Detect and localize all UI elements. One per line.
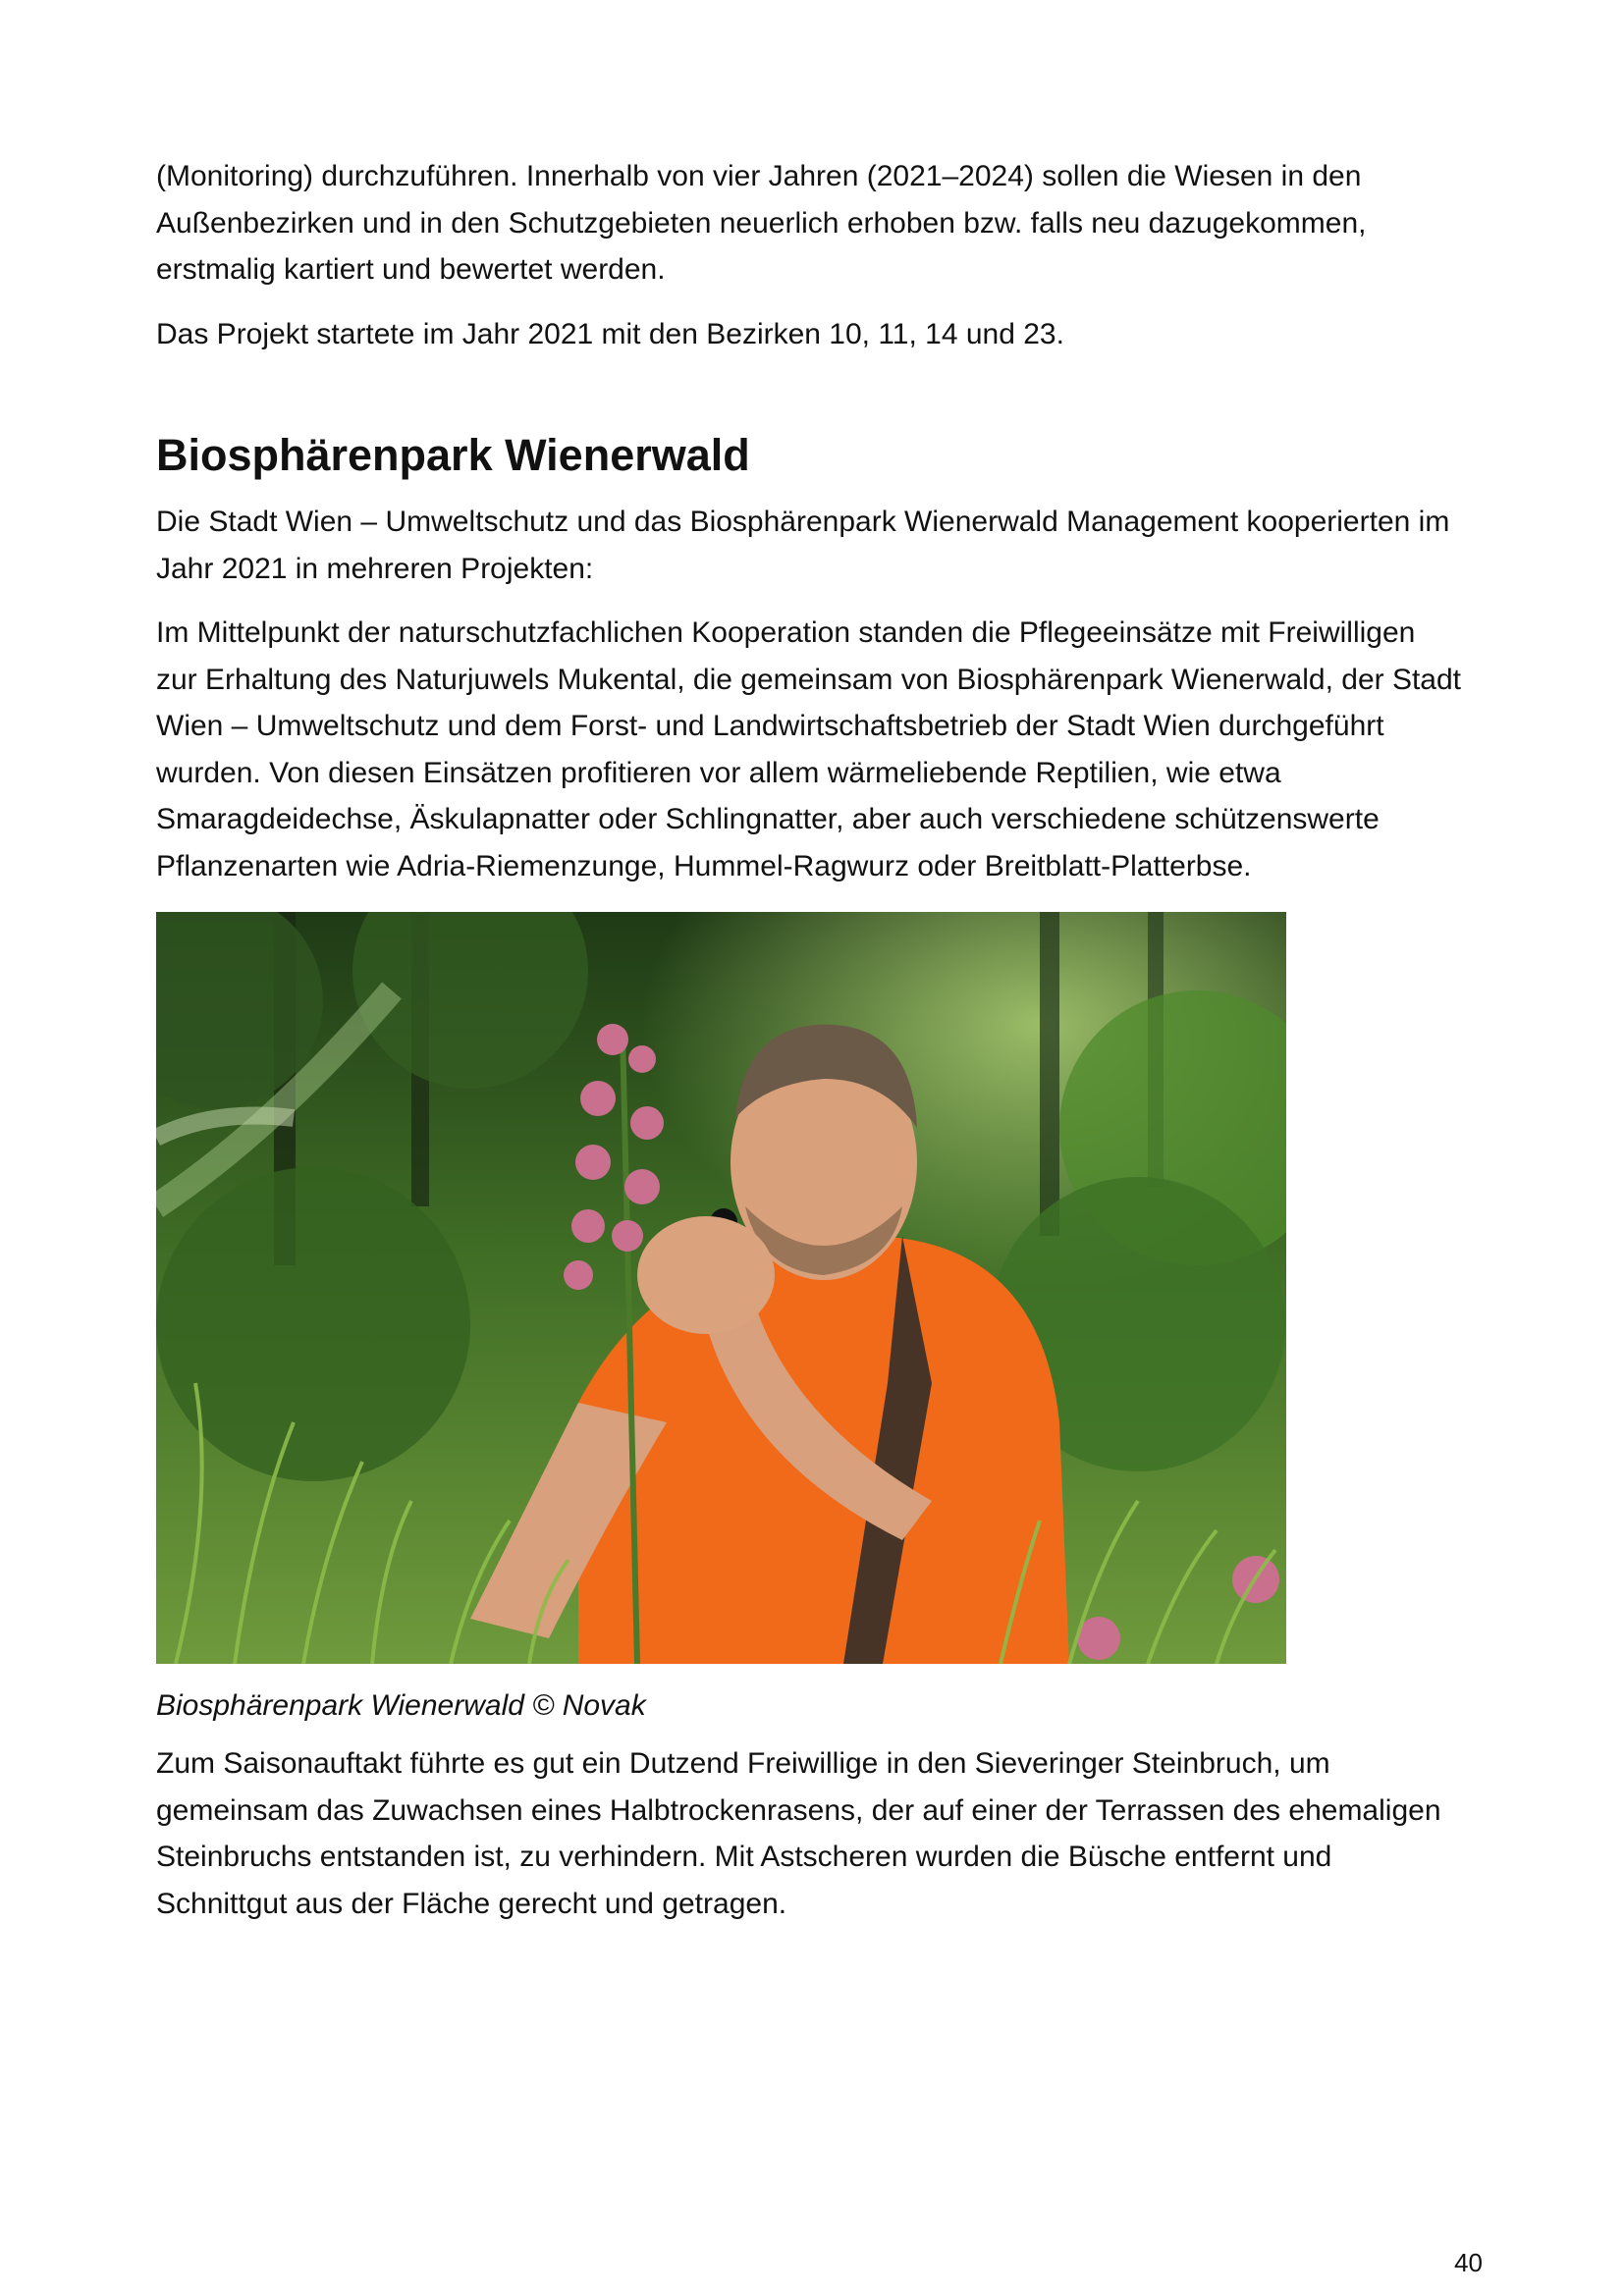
text-line: Die Stadt Wien – Umweltschutz und das Biosphärenpark Wienerwald Management kooperierten im [156, 506, 1450, 538]
mukental-paragraph [156, 610, 1482, 889]
season-start-text [156, 1740, 1482, 1927]
text-line: gemeinsam das Zuwachsen eines Halbtrockenrasens, der auf einer der Terrassen des ehemaligen [156, 1793, 1441, 1827]
text-line: Pflanzenarten wie Adria-Riemenzunge, Hummel-Ragwurz oder Breitblatt-Platterbse. [156, 849, 1252, 882]
text-line: Smaragdeidechse, Äskulapnatter oder Schlingnatter, aber auch verschiedene schützenswerte [156, 803, 1380, 835]
cooperation-paragraph [156, 499, 1482, 592]
intro-text [156, 153, 1482, 357]
text-line: zur Erhaltung des Naturjuwels Mukental, die gemeinsam von Biosphärenpark Wienerwald, der Stadt [156, 663, 1462, 696]
text-line: erstmalig kartiert und bewertet werden. [156, 253, 666, 286]
season-start-paragraph [156, 1740, 1482, 1927]
volunteer-photo [156, 912, 1286, 1664]
text-line: wurden. Von diesen Einsätzen profitieren vor allem wärmeliebende Reptilien, wie etwa [156, 756, 1281, 789]
text-line: (Monitoring) durchzuführen. Innerhalb von vier Jahren (2021–2024) sollen die Wiesen in den [156, 160, 1362, 192]
page-number: 40 [1454, 2248, 1483, 2277]
section-body [156, 499, 1482, 889]
text-line: Steinbruchs entstanden ist, zu verhindern. Mit Astscheren wurden die Büsche entfernt und [156, 1841, 1332, 1873]
intro-paragraph [156, 153, 1482, 294]
photo-caption: Biosphärenpark Wienerwald © Novak [156, 1689, 646, 1722]
text-line: Zum Saisonauftakt führte es gut ein Dutzend Freiwillige in den Sieveringer Steinbruch, um [156, 1747, 1330, 1780]
text-line: Jahr 2021 in mehreren Projekten: [156, 552, 594, 585]
text-line: Außenbezirken und in den Schutzgebieten neuerlich erhoben bzw. falls neu dazugekommen, [156, 206, 1367, 240]
text-line: Wien – Umweltschutz und dem Forst- und Landwirtschaftsbetrieb der Stadt Wien durchgeführt [156, 710, 1384, 742]
project-start-paragraph: Das Projekt startete im Jahr 2021 mit den Bezirken 10, 11, 14 und 23. [156, 317, 1064, 350]
text-line: Im Mittelpunkt der naturschutzfachlichen Kooperation standen die Pflegeeinsätze mit Freiwilligen [156, 616, 1416, 649]
text-line: Schnittgut aus der Fläche gerecht und getragen. [156, 1887, 787, 1920]
section-heading: Biosphärenpark Wienerwald [156, 430, 750, 480]
